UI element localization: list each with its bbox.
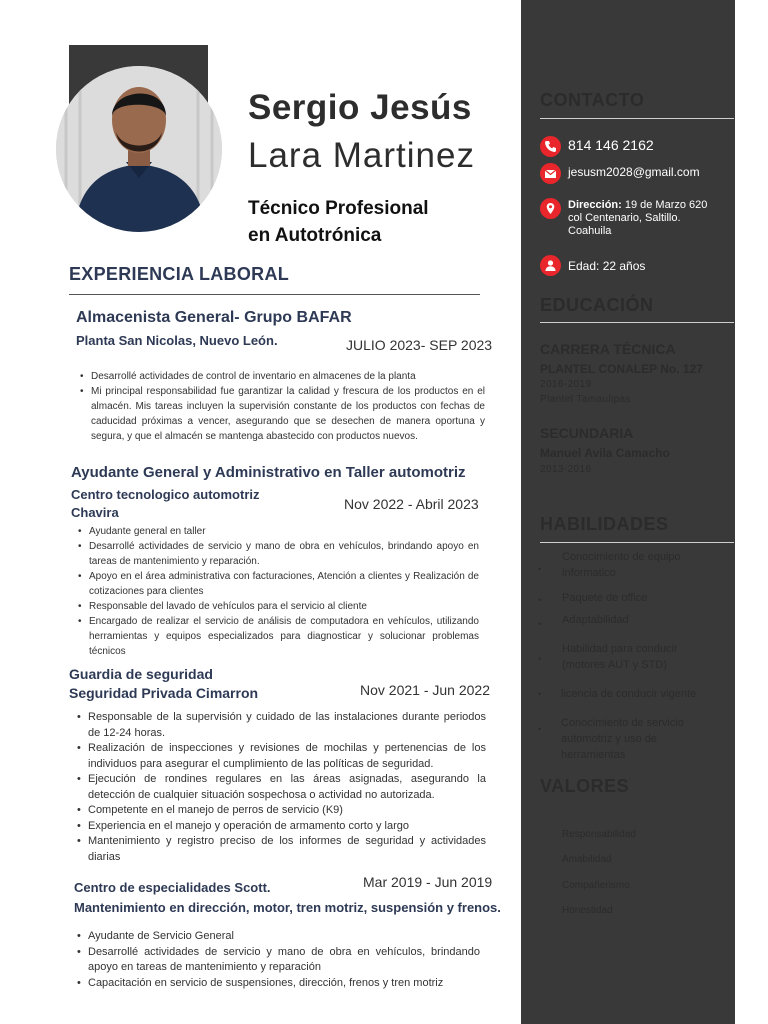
- value-item: Honestidad: [562, 905, 613, 916]
- job-date: Mar 2019 - Jun 2019: [363, 874, 493, 890]
- education-years: 2013-2016: [540, 464, 592, 475]
- list-item: • Ayudante de Servicio General: [74, 929, 480, 945]
- job-bullets: [74, 710, 486, 865]
- job-bullets: [77, 369, 485, 444]
- value-item: Responsabilidad: [562, 829, 636, 840]
- list-item: • Desarrollé actividades de control de inventario en almacenes de la planta: [77, 369, 485, 384]
- address-line1: 19 de Marzo 620: [621, 199, 708, 211]
- education-school: Manuel Avila Camacho: [540, 446, 670, 460]
- address-line2: col Centenario, Saltillo.: [568, 212, 681, 224]
- address-label: Dirección:: [568, 199, 622, 211]
- phone-number[interactable]: 814 146 2162: [568, 137, 654, 153]
- job-title-line2: en Autotrónica: [248, 225, 382, 246]
- experience-heading: EXPERIENCIA LABORAL: [69, 264, 290, 284]
- list-item: • Mantenimiento y registro preciso de los informes de seguridad y actividades diarias: [74, 834, 486, 865]
- last-name: Lara Martinez: [248, 136, 475, 175]
- job-company: Seguridad Privada Cimarron: [69, 685, 259, 701]
- skills-divider: [540, 542, 734, 543]
- list-item: • Responsable del lavado de vehículos para el servicio al cliente: [75, 599, 479, 614]
- list-item: • Mi principal responsabilidad fue garantizar la calidad y frescura de los productos en el almacén. Mis tareas incluyen la supervisión constante de los productos con fechas de caducidad próximas a vencer, asegurando que se desechen de manera oportuna y segura, y que el almacén se mantenga abastecido con productos nuevos.: [77, 384, 485, 444]
- education-divider: [540, 322, 734, 323]
- age: Edad: 22 años: [568, 259, 646, 273]
- bullet-icon: •: [538, 689, 542, 699]
- job-title-line1: Técnico Profesional: [248, 198, 429, 219]
- bullet-icon: •: [538, 724, 542, 734]
- profile-photo: [56, 66, 222, 232]
- person-icon: [540, 255, 561, 276]
- job-title: Ayudante General y Administrativo en Taller automotriz: [71, 464, 466, 481]
- address-line3: Coahuila: [568, 225, 612, 237]
- job-company: Planta San Nicolas, Nuevo León.: [76, 333, 278, 348]
- job-date: JULIO 2023- SEP 2023: [346, 337, 493, 353]
- values-heading: VALORES: [540, 776, 630, 796]
- address: [568, 199, 707, 238]
- contact-heading: CONTACTO: [540, 90, 645, 110]
- list-item: • Experiencia en el manejo y operación de armamento corto y largo: [74, 819, 486, 835]
- job-company: Mantenimiento en dirección, motor, tren motriz, suspensión y frenos.: [74, 900, 501, 915]
- education-level: SECUNDARIA: [540, 425, 634, 441]
- list-item: • Realización de inspecciones y revisiones de mochilas y pertenencias de los individuos para asegurar el cumplimiento de las políticas de seguridad.: [74, 741, 486, 772]
- list-item: • Competente en el manejo de perros de servicio (K9): [74, 803, 486, 819]
- bullet-icon: •: [538, 654, 542, 664]
- bullet-icon: •: [538, 564, 542, 574]
- first-name: Sergio Jesús: [248, 88, 472, 127]
- education-years: 2016-2019: [540, 379, 592, 390]
- location-pin-icon: [540, 198, 561, 219]
- job-date: Nov 2021 - Jun 2022: [360, 682, 490, 698]
- bullet-icon: •: [538, 595, 542, 605]
- bullet-icon: •: [538, 619, 542, 629]
- value-item: Compañerismo: [562, 880, 630, 891]
- job-bullets: [74, 929, 480, 991]
- email-address[interactable]: jesusm2028@gmail.com: [568, 165, 700, 179]
- job-title: Centro de especialidades Scott.: [74, 880, 271, 895]
- list-item: • Ejecución de rondines regulares en las áreas asignadas, asegurando la detección de cualquier situación sospechosa o actividad no autorizada.: [74, 772, 486, 803]
- list-item: • Ayudante general en taller: [75, 524, 479, 539]
- education-level: CARRERA TÉCNICA: [540, 341, 676, 357]
- job-date: Nov 2022 - Abril 2023: [344, 496, 479, 512]
- list-item: • Desarrollé actividades de servicio y mano de obra en vehículos, brindando apoyo en tareas de mantenimiento y reparación.: [75, 539, 479, 569]
- list-item: • Responsable de la supervisión y cuidado de las instalaciones durante periodos de 12-24 horas.: [74, 710, 486, 741]
- education-school: PLANTEL CONALEP No. 127: [540, 362, 703, 376]
- education-place: Plantel Tamaulipas: [540, 394, 631, 405]
- job-company-line2: Chavira: [71, 505, 119, 520]
- list-item: • Desarrollé actividades de servicio y mano de obra en vehículos, brindando apoyo en tareas de mantenimiento y reparación: [74, 945, 480, 976]
- list-item: • Encargado de realizar el servicio de análisis de computadora en vehículos, utilizando herramientas y equipos especializados para diagnosticar y solucionar problemas técnicos: [75, 614, 479, 659]
- job-title: Guardia de seguridad: [69, 666, 213, 682]
- email-icon: [540, 163, 561, 184]
- contact-divider: [540, 118, 734, 119]
- skills-heading: HABILIDADES: [540, 514, 669, 534]
- value-item: Amabilidad: [562, 854, 612, 865]
- phone-icon: [540, 136, 561, 157]
- list-item: • Capacitación en servicio de suspensiones, dirección, frenos y tren motriz: [74, 976, 480, 992]
- job-bullets: [75, 524, 479, 659]
- education-heading: EDUCACIÓN: [540, 295, 654, 315]
- experience-divider: [69, 294, 480, 295]
- job-title: Almacenista General- Grupo BAFAR: [76, 309, 352, 326]
- job-company: Centro tecnologico automotriz: [71, 487, 260, 502]
- list-item: • Apoyo en el área administrativa con facturaciones, Atención a clientes y Realización de cotizaciones para clientes: [75, 569, 479, 599]
